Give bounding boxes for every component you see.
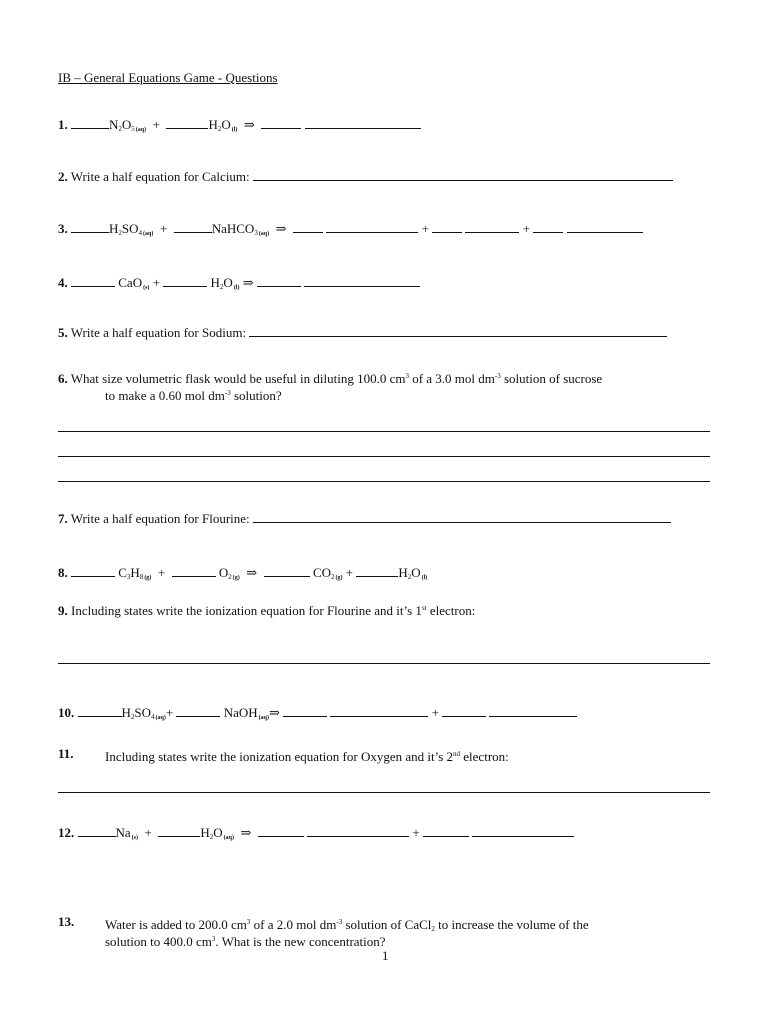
formula-text: C bbox=[118, 565, 127, 580]
coefficient-blank[interactable] bbox=[283, 704, 327, 717]
superscript: st bbox=[421, 604, 427, 612]
coefficient-blank[interactable] bbox=[423, 824, 469, 837]
coefficient-blank[interactable] bbox=[293, 220, 323, 233]
question-text: solution of sucrose bbox=[500, 371, 603, 386]
state-symbol: (aq) bbox=[135, 127, 147, 133]
formula-text: O bbox=[213, 825, 223, 840]
formula-text: H bbox=[208, 117, 218, 132]
question-number: 13. bbox=[58, 914, 75, 929]
plus-sign: + bbox=[431, 705, 439, 720]
subscript: 2 bbox=[219, 283, 224, 291]
question-text: Including states write the ionization equation for Flourine and it’s 1 bbox=[71, 603, 422, 618]
question-12 bbox=[58, 824, 574, 846]
question-number: 5. bbox=[58, 325, 68, 340]
subscript: 4 bbox=[151, 713, 155, 721]
answer-blank[interactable] bbox=[249, 324, 667, 337]
formula-text: CO bbox=[312, 565, 332, 580]
subscript: 2 bbox=[407, 573, 412, 581]
formula-text: H bbox=[210, 275, 220, 290]
plus-sign: + bbox=[522, 221, 530, 236]
subscript: 2 bbox=[217, 125, 222, 133]
superscript: 3 bbox=[246, 918, 251, 926]
yields-arrow: ⇒ bbox=[275, 221, 287, 236]
yields-arrow: ⇒ bbox=[243, 117, 255, 132]
subscript: 3 bbox=[254, 229, 258, 237]
question-text: of a 2.0 mol dm bbox=[250, 917, 337, 932]
state-symbol: (aq) bbox=[258, 231, 270, 237]
product-blank[interactable] bbox=[567, 220, 643, 233]
plus-sign: + bbox=[144, 825, 152, 840]
formula-text: NaOH bbox=[223, 705, 258, 720]
question-text: Write a half equation for Sodium: bbox=[70, 325, 247, 340]
question-text: Write a half equation for Calcium: bbox=[70, 169, 250, 184]
yields-arrow: ⇒ bbox=[246, 565, 258, 580]
state-symbol: (s) bbox=[143, 285, 150, 291]
question-text: Including states write the ionization equation for Oxygen and it’s 2 bbox=[105, 749, 454, 764]
superscript: 3 bbox=[405, 372, 409, 380]
question-10 bbox=[58, 704, 577, 726]
question-5 bbox=[58, 324, 667, 341]
coefficient-blank[interactable] bbox=[71, 274, 115, 287]
superscript: 3 bbox=[211, 935, 216, 943]
question-13 bbox=[58, 914, 74, 930]
formula-text: O bbox=[121, 117, 132, 132]
subscript: 3 bbox=[126, 573, 131, 581]
formula-text: CaO bbox=[118, 275, 143, 290]
question-number: 3. bbox=[58, 221, 68, 236]
page-number: 1 bbox=[382, 948, 389, 963]
question-number: 9. bbox=[58, 603, 68, 618]
product-blank[interactable] bbox=[330, 704, 428, 717]
coefficient-blank[interactable] bbox=[71, 564, 115, 577]
coefficient-blank[interactable] bbox=[78, 824, 116, 837]
subscript: 2 bbox=[118, 125, 122, 133]
answer-line[interactable] bbox=[58, 431, 710, 432]
formula-text: H bbox=[109, 221, 119, 236]
formula-text: Na bbox=[115, 825, 131, 840]
question-text: solution? bbox=[230, 388, 282, 403]
coefficient-blank[interactable] bbox=[257, 274, 301, 287]
formula-text: O bbox=[221, 117, 231, 132]
plus-sign: + bbox=[152, 117, 160, 132]
question-9 bbox=[58, 600, 475, 619]
plus-sign: + bbox=[345, 565, 354, 580]
question-text: of a 3.0 mol dm bbox=[408, 371, 495, 386]
question-2 bbox=[58, 168, 673, 185]
state-symbol: (aq) bbox=[143, 231, 154, 237]
state-symbol: (aq) bbox=[223, 835, 234, 841]
coefficient-blank[interactable] bbox=[172, 564, 216, 577]
question-number: 2. bbox=[58, 169, 68, 184]
question-7 bbox=[58, 510, 671, 527]
question-text: to increase the volume of the bbox=[434, 917, 589, 932]
subscript: 4 bbox=[138, 229, 143, 237]
question-text: . What is the new concentration? bbox=[215, 934, 386, 949]
question-text: electron: bbox=[426, 603, 476, 618]
question-1 bbox=[58, 116, 421, 138]
state-symbol: (g) bbox=[335, 575, 343, 581]
coefficient-blank[interactable] bbox=[264, 564, 310, 577]
plus-sign: + bbox=[157, 565, 166, 580]
answer-line[interactable] bbox=[58, 456, 710, 457]
question-text: to make a 0.60 mol dm bbox=[105, 388, 225, 403]
formula-text: H bbox=[121, 705, 131, 720]
question-number: 8. bbox=[58, 565, 68, 580]
subscript: 5 bbox=[131, 125, 135, 133]
coefficient-blank[interactable] bbox=[258, 824, 304, 837]
formula-text: H bbox=[398, 565, 408, 580]
plus-sign: + bbox=[165, 705, 174, 720]
superscript: -3 bbox=[224, 389, 231, 397]
coefficient-blank[interactable] bbox=[174, 220, 212, 233]
answer-line[interactable] bbox=[58, 792, 710, 793]
question-text: solution of CaCl bbox=[342, 917, 432, 932]
product-blank[interactable] bbox=[465, 220, 519, 233]
answer-blank[interactable] bbox=[253, 168, 673, 181]
product-blank[interactable] bbox=[326, 220, 418, 233]
coefficient-blank[interactable] bbox=[432, 220, 462, 233]
answer-line[interactable] bbox=[58, 663, 710, 664]
question-text: solution to 400.0 cm bbox=[105, 934, 212, 949]
state-symbol: (s) bbox=[131, 835, 139, 841]
state-symbol: (g) bbox=[232, 575, 240, 581]
superscript: -3 bbox=[336, 918, 343, 926]
product-blank[interactable] bbox=[489, 704, 577, 717]
product-blank[interactable] bbox=[472, 824, 574, 837]
question-13-continued bbox=[105, 931, 386, 950]
question-number: 7. bbox=[58, 511, 68, 526]
yields-arrow: ⇒ bbox=[240, 825, 252, 840]
coefficient-blank[interactable] bbox=[163, 274, 207, 287]
formula-text: N bbox=[109, 117, 119, 132]
coefficient-blank[interactable] bbox=[166, 116, 208, 129]
formula-text: H bbox=[200, 825, 210, 840]
state-symbol: (l) bbox=[233, 285, 240, 291]
state-symbol: (aq) bbox=[258, 715, 269, 721]
coefficient-blank[interactable] bbox=[261, 116, 301, 129]
subscript: 8 bbox=[139, 573, 144, 581]
subscript: 2 bbox=[130, 713, 135, 721]
formula-text: H bbox=[130, 565, 140, 580]
answer-blank[interactable] bbox=[253, 510, 671, 523]
question-text: Write a half equation for Flourine: bbox=[70, 511, 250, 526]
coefficient-blank[interactable] bbox=[442, 704, 486, 717]
state-symbol: (aq) bbox=[155, 715, 166, 721]
subscript: 2 bbox=[431, 925, 435, 933]
coefficient-blank[interactable] bbox=[71, 116, 109, 129]
question-number: 4. bbox=[58, 275, 68, 290]
state-symbol: (l) bbox=[231, 127, 238, 133]
coefficient-blank[interactable] bbox=[158, 824, 200, 837]
question-text: electron: bbox=[460, 749, 509, 764]
formula-text: O bbox=[223, 275, 233, 290]
state-symbol: (l) bbox=[421, 575, 428, 581]
question-number: 10. bbox=[58, 705, 75, 720]
coefficient-blank[interactable] bbox=[78, 704, 122, 717]
formula-text: O bbox=[411, 565, 421, 580]
superscript: -3 bbox=[494, 372, 501, 380]
yields-arrow: ⇒ bbox=[268, 705, 280, 720]
subscript: 2 bbox=[209, 833, 214, 841]
coefficient-blank[interactable] bbox=[176, 704, 220, 717]
question-number: 11. bbox=[58, 746, 74, 761]
question-11 bbox=[58, 746, 74, 762]
superscript: nd bbox=[453, 750, 461, 758]
coefficient-blank[interactable] bbox=[356, 564, 398, 577]
answer-line[interactable] bbox=[58, 481, 710, 482]
question-6-continued bbox=[105, 385, 282, 404]
plus-sign: + bbox=[159, 221, 168, 236]
formula-text: SO bbox=[121, 221, 139, 236]
question-8 bbox=[58, 564, 427, 586]
plus-sign: + bbox=[152, 275, 161, 290]
question-number: 1. bbox=[58, 117, 68, 132]
state-symbol: (g) bbox=[144, 575, 152, 581]
formula-text: SO bbox=[134, 705, 152, 720]
formula-text: O bbox=[218, 565, 229, 580]
coefficient-blank[interactable] bbox=[71, 220, 109, 233]
subscript: 2 bbox=[228, 573, 232, 581]
product-blank[interactable] bbox=[304, 274, 420, 287]
subscript: 2 bbox=[118, 229, 122, 237]
question-3 bbox=[58, 220, 643, 242]
page-title: IB – General Equations Game - Questions bbox=[58, 70, 278, 85]
yields-arrow: ⇒ bbox=[242, 275, 254, 290]
product-blank[interactable] bbox=[307, 824, 409, 837]
plus-sign: + bbox=[412, 825, 420, 840]
question-text: Water is added to 200.0 cm bbox=[105, 917, 247, 932]
formula-text: NaHCO bbox=[211, 221, 255, 236]
subscript: 2 bbox=[331, 573, 335, 581]
plus-sign: + bbox=[421, 221, 429, 236]
question-number: 12. bbox=[58, 825, 75, 840]
question-number: 6. bbox=[58, 371, 68, 386]
question-4 bbox=[58, 274, 420, 296]
question-11-text bbox=[105, 746, 509, 765]
product-blank[interactable] bbox=[305, 116, 421, 129]
question-text: What size volumetric flask would be useful in diluting 100.0 cm bbox=[70, 371, 406, 386]
coefficient-blank[interactable] bbox=[533, 220, 563, 233]
